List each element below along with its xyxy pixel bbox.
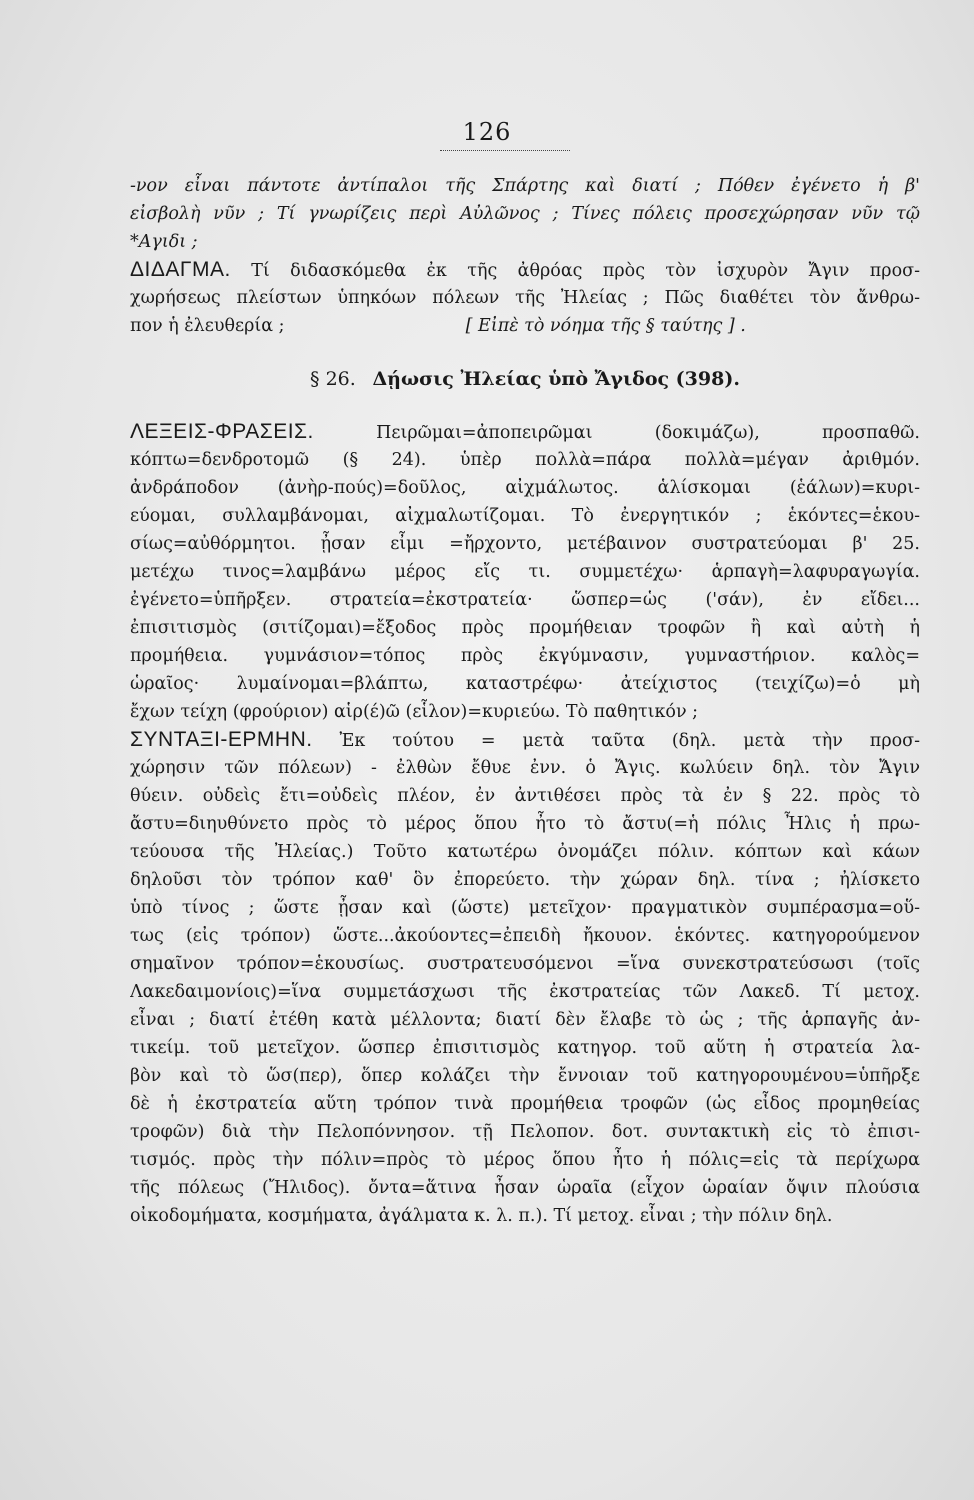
lexeis-block [130, 418, 920, 726]
lexeis-first-line [130, 418, 920, 446]
syntaxi-line: τως (εἰς τρόπον) ὥστε...ἀκούοντες=ἐπειδὴ ἤκουον. ἑκόντες. κατηγορούμενον [130, 926, 920, 946]
syntaxi-line: σημαῖνον τρόπον=ἑκουσίως. συστρατευσόμενοι =ἵνα συνεκστρατεύσωσι (τοῖς [130, 954, 920, 974]
syntaxi-line: θύειν. οὐδεὶς ἔτι=οὐδεὶς πλέον, ἐν ἀντιθέσει πρὸς τὰ ἐν § 22. πρὸς τὸ [130, 786, 920, 806]
intro-line: -νον εἶναι πάντοτε ἀντίπαλοι τῆς Σπάρτης καὶ διατί ; Πόθεν ἐγένετο ἡ β' [130, 176, 920, 196]
lexeis-line: εύομαι, συλλαμβάνομαι, αἰχμαλωτίζομαι. Τὸ ἐνεργητικόν ; ἑκόντες=ἑκου- [130, 506, 920, 526]
section-number: § 26. [310, 368, 356, 390]
didagma-note: [ Εἰπὲ τὸ νόημα τῆς § ταύτης ] . [465, 316, 746, 336]
syntaxi-line: ἄστυ=διηυθύνετο πρὸς τὸ μέρος ὅπου ἦτο τὸ ἄστυ(=ἡ πόλις Ἦλις ἡ πρω- [130, 814, 920, 834]
lexeis-line: κόπτω=δενδροτομῶ (§ 24). ὑπὲρ πολλὰ=πάρα πολλὰ=μέγαν ἀριθμόν. [130, 450, 920, 470]
didagma-line: χωρήσεως πλείστων ὑπηκόων πόλεων τῆς Ἠλείας ; Πῶς διαθέτει τὸν ἄνθρω- [130, 288, 920, 308]
didagma-text: Τί διδασκόμεθα ἐκ τῆς ἀθρόας πρὸς τὸν ἰσχυρὸν Ἄγιν προσ- [251, 261, 920, 281]
page-body [130, 172, 920, 1230]
syntaxi-line: δηλοῦσι τὸν τρόπον καθ' ὃν ἐπορεύετο. τὴν χώραν δηλ. τίνα ; ἠλίσκετο [130, 870, 920, 890]
intro-line: εἰσβολὴ νῦν ; Τί γνωρίζεις περὶ Αὐλῶνος ; Τίνες πόλεις προσεχώρησαν νῦν τῷ [130, 204, 920, 224]
syntaxi-line: τροφῶν) διὰ τὴν Πελοπόννησον. τῇ Πελοπον. δοτ. συντακτικὴ εἰς τὸ ἐπισι- [130, 1122, 920, 1142]
syntaxi-line: τῆς πόλεως (Ἤλιδος). ὄντα=ἅτινα ἦσαν ὡραῖα (εἶχον ὡραίαν ὄψιν πλούσια [130, 1178, 920, 1198]
syntaxi-line: Λακεδαιμονίοις)=ἵνα συμμετάσχωσι τῆς ἐκστρατείας τῶν Λακεδ. Τί μετοχ. [130, 982, 920, 1002]
syntaxi-line: εἶναι ; διατί ἐτέθη κατὰ μέλλοντα; διατί δὲν ἔλαβε τὸ ὡς ; τῆς ἁρπαγῆς ἀν- [130, 1010, 920, 1030]
lexeis-text: Πειρῶμαι=ἀποπειρῶμαι (δοκιμάζω), προσπαθῶ. [376, 423, 920, 443]
syntaxi-line: χώρησιν τῶν πόλεων) - ἐλθὼν ἔθυε ἐνν. ὁ Ἄγις. κωλύειν δηλ. τὸν Ἄγιν [130, 758, 920, 778]
didagma-label: ΔΙΔΑΓΜΑ. [130, 258, 231, 281]
lexeis-last-line: ἔχων τείχη (φρούριον) αἱρ(έ)ῶ (εἷλον)=κυριεύω. Τὸ παθητικόν ; [130, 702, 699, 722]
didagma-last-line [130, 312, 920, 340]
syntaxi-label: ΣΥΝΤΑΞΙ-ΕΡΜΗΝ. [130, 728, 313, 751]
lexeis-label: ΛΕΞΕΙΣ-ΦΡΑΣΕΙΣ. [130, 420, 314, 443]
lexeis-line: σίως=αὐθόρμητοι. ᾖσαν εἶμι =ἤρχοντο, μετέβαινον συστρατεύομαι β' 25. [130, 534, 920, 554]
lexeis-line: μετέχω τινος=λαμβάνω μέρος εἴς τι. συμμετέχω· ἁρπαγὴ=λαφυραγωγία. [130, 562, 920, 582]
syntaxi-line: ὑπὸ τίνος ; ὥστε ᾖσαν καὶ (ὥστε) μετεῖχον· πραγματικὸν συμπέρασμα=οὕ- [130, 898, 920, 918]
syntaxi-line: βὸν καὶ τὸ ὥσ(περ), ὅπερ κολάζει τὴν ἔννοιαν τοῦ κατηγορουμένου=ὑπῆρξε [130, 1066, 920, 1086]
didagma-block [130, 256, 920, 340]
intro-line: *Αγιδι ; [130, 232, 198, 252]
syntaxi-line: τισμός. πρὸς τὴν πόλιν=πρὸς τὸ μέρος ὅπου ἦτο ἡ πόλις=εἰς τὰ περίχωρα [130, 1150, 920, 1170]
didagma-text: πον ἡ ἐλευθερία ; [130, 316, 285, 336]
lexeis-line: ἐγένετο=ὑπῆρξεν. στρατεία=ἐκστρατεία· ὥσπερ=ὡς ('σάν), ἐν εἴδει... [130, 590, 920, 610]
intro-questions [130, 172, 920, 256]
syntaxi-block [130, 726, 920, 1230]
lexeis-line: ὡραῖος· λυμαίνομαι=βλάπτω, καταστρέφω· ἀτείχιστος (τειχίζω)=ὁ μὴ [130, 674, 920, 694]
page-number: 126 [462, 118, 512, 146]
syntaxi-last-line: οἰκοδομήματα, κοσμήματα, ἀγάλματα κ. λ. π.). Τί μετοχ. εἶναι ; τὴν πόλιν δηλ. [130, 1206, 833, 1226]
syntaxi-first-line [130, 726, 920, 754]
syntaxi-line: δὲ ἡ ἐκστρατεία αὕτη τρόπον τινὰ προμήθεια τροφῶν (ὡς εἶδος προμηθείας [130, 1094, 920, 1114]
section-title: Δῄωσις Ἠλείας ὑπὸ Ἄγιδος (398). [372, 368, 740, 390]
syntaxi-line: τεύουσα τῆς Ἠλείας.) Τοῦτο κατωτέρω ὀνομάζει πόλιν. κόπτων καὶ κάων [130, 842, 920, 862]
syntaxi-line: τικείμ. τοῦ μετεῖχον. ὥσπερ ἐπισιτισμὸς κατηγορ. τοῦ αὕτη ἡ στρατεία λα- [130, 1038, 920, 1058]
syntaxi-text: Ἐκ τούτου = μετὰ ταῦτα (δηλ. μετὰ τὴν προσ- [339, 731, 920, 751]
didagma-first-line [130, 256, 920, 284]
lexeis-line: προμήθεια. γυμνάσιον=τόπος πρὸς ἐκγύμνασιν, γυμναστήριον. καλὸς= [130, 646, 920, 666]
section-heading [130, 364, 920, 394]
page-number-rule [440, 150, 570, 151]
lexeis-line: ἀνδράποδον (ἀνὴρ-πούς)=δοῦλος, αἰχμάλωτος. ἁλίσκομαι (ἑάλων)=κυρι- [130, 478, 920, 498]
lexeis-line: ἐπισιτισμὸς (σιτίζομαι)=ἔξοδος πρὸς προμήθειαν τροφῶν ἢ καὶ αὐτὴ ἡ [130, 618, 920, 638]
